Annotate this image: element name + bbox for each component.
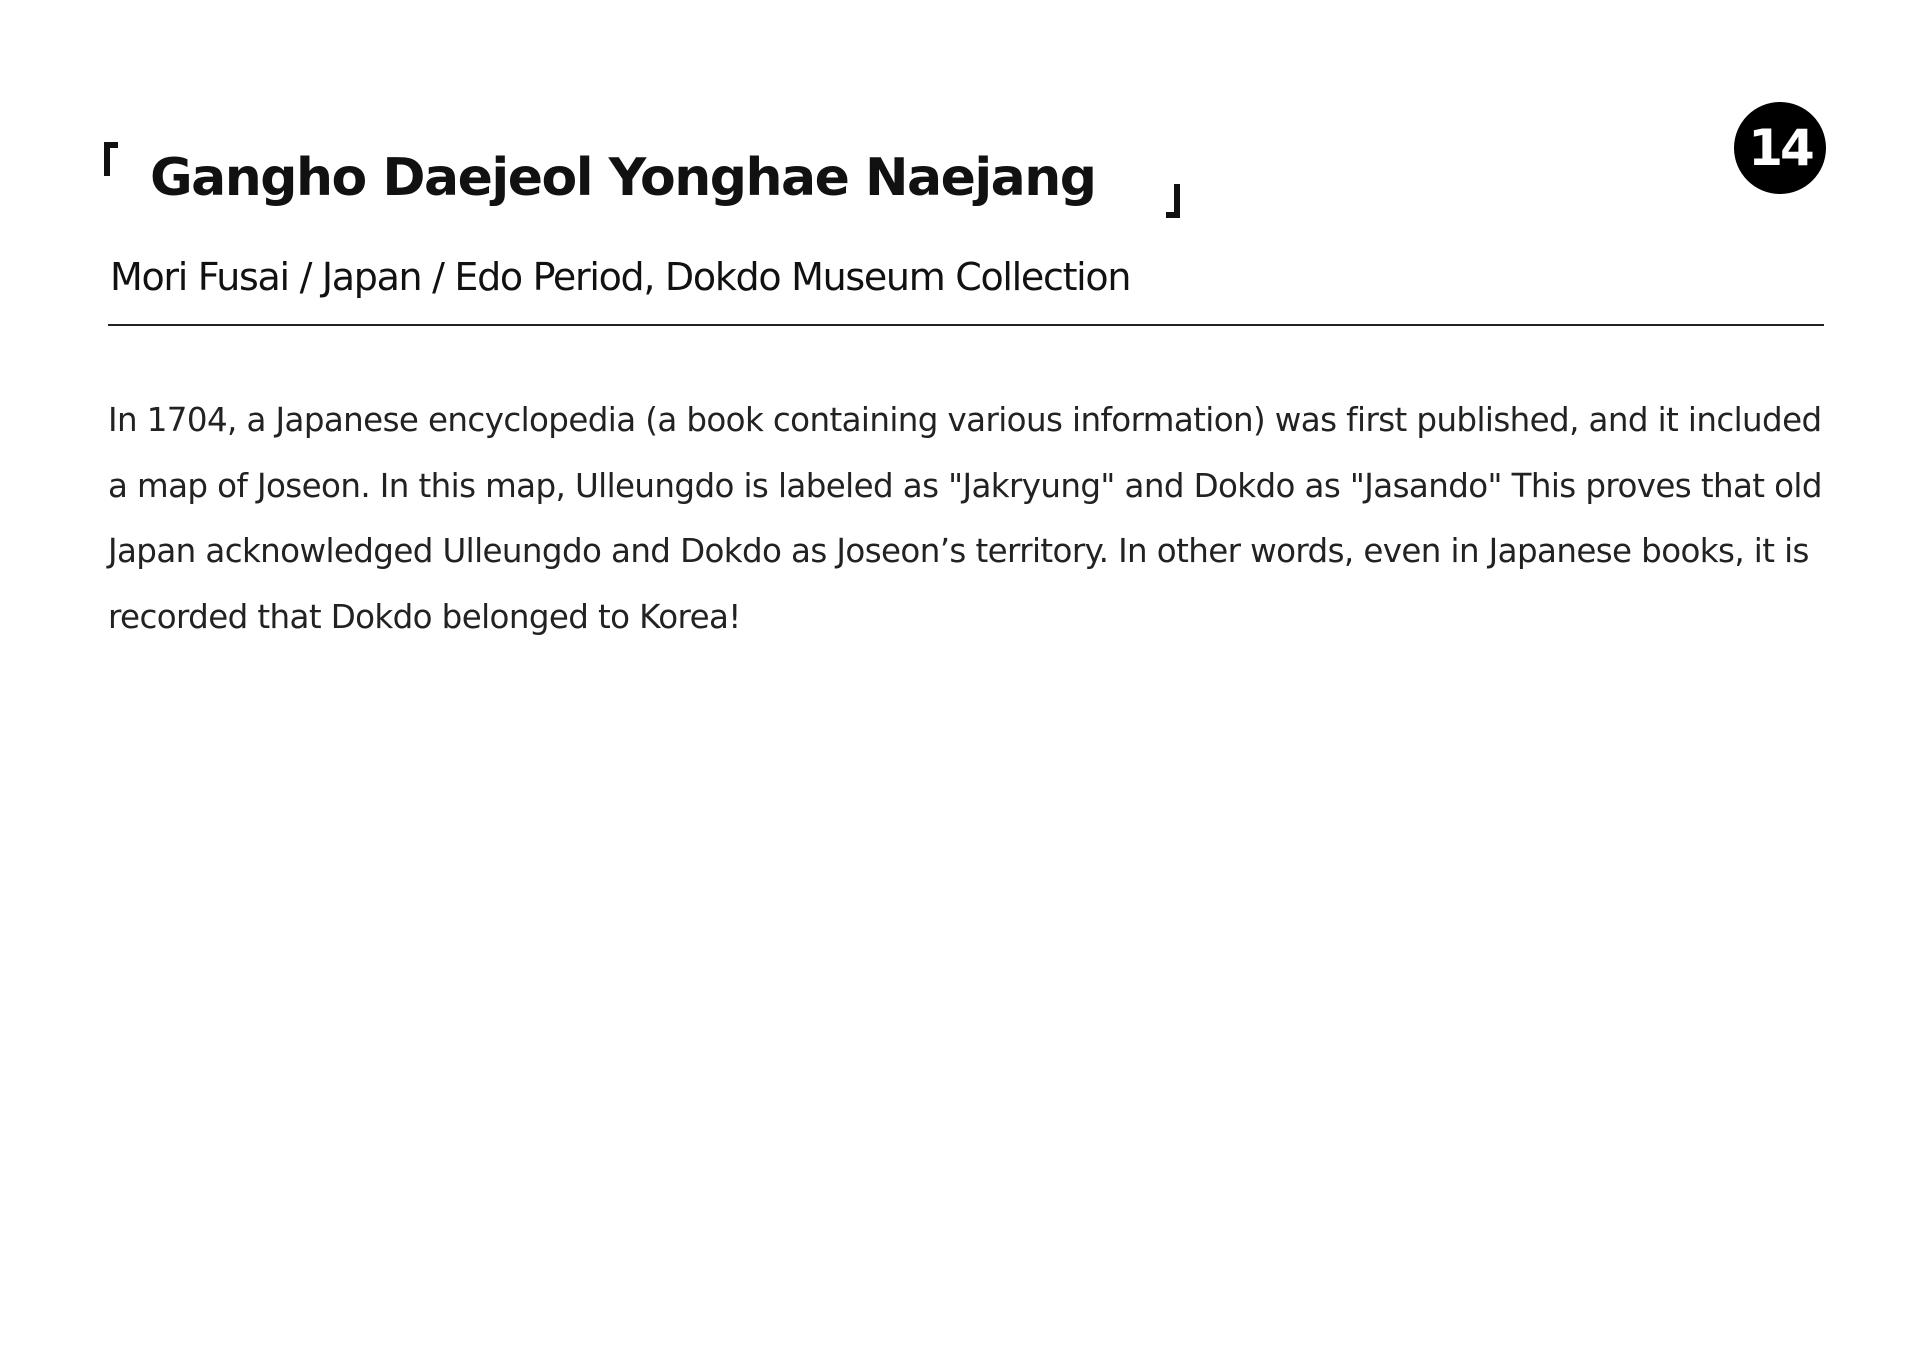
page-title: Gangho Daejeol Yonghae Naejang bbox=[150, 148, 1096, 208]
opening-corner-bracket-icon bbox=[104, 142, 118, 176]
closing-corner-bracket-icon bbox=[1166, 184, 1180, 218]
header-divider bbox=[108, 324, 1824, 326]
description-paragraph: In 1704, a Japanese encyclopedia (a book containing various information) was first published, and it included a map of Joseon. In this map, Ulleungdo is labeled as "Jakryung" and Dokdo as "Jasando" This proves that old Japan acknowledged Ulleungdo and Dokdo as Joseon’s territory. In other words, even in Japanese books, it is recorded that Dokdo belonged to Korea! bbox=[108, 401, 1822, 636]
title-row bbox=[104, 142, 1404, 232]
page-number-badge: 14 bbox=[1734, 102, 1826, 194]
artifact-metadata: Mori Fusai / Japan / Edo Period, Dokdo Museum Collection bbox=[110, 255, 1131, 299]
